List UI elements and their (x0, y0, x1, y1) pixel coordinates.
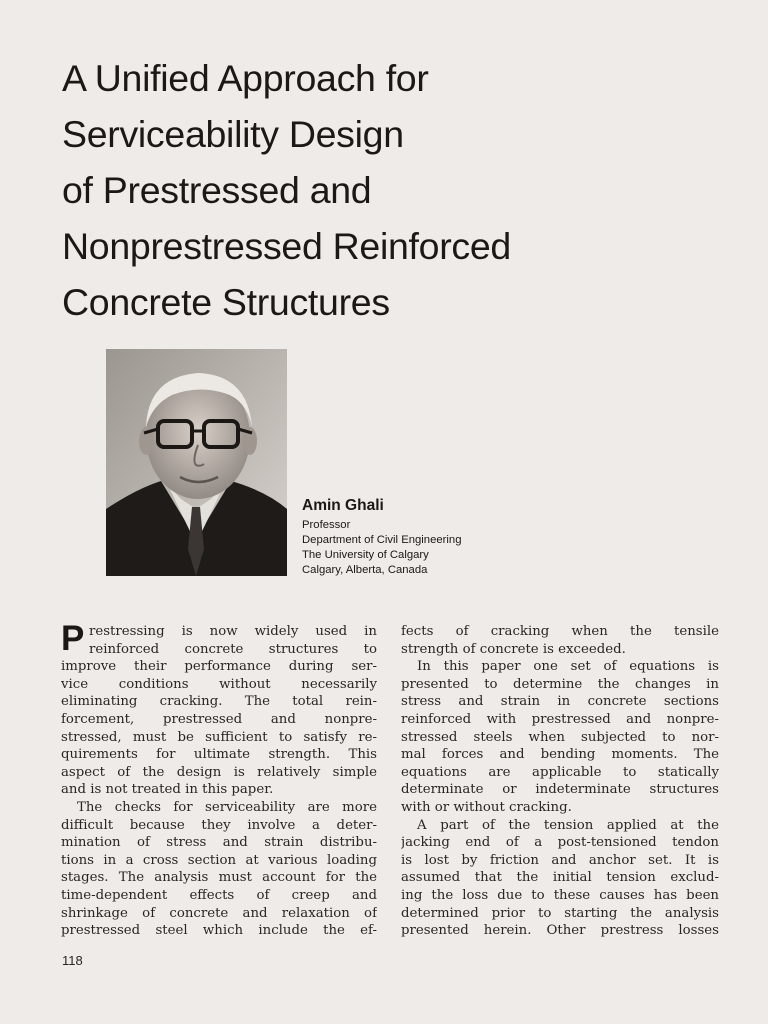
page-number: 118 (62, 953, 83, 968)
text-line: A part of the tension applied at the (417, 817, 719, 833)
title-line: Serviceability Design (62, 113, 404, 155)
text-line: reinforced concrete structures to (89, 641, 377, 657)
author-name: Amin Ghali (302, 497, 384, 514)
author-department: Department of Civil Engineering (302, 534, 462, 546)
text-line: mal forces and bending moments. The (401, 747, 719, 763)
text-line: forcement, prestressed and nonpre- (61, 711, 377, 727)
paper-title (62, 50, 742, 330)
text-line: determined prior to starting the analysis (401, 905, 719, 921)
text-line: aspect of the design is relatively simple (61, 764, 377, 780)
text-line: stages. The analysis must account for the (61, 870, 377, 886)
author-position: Professor (302, 519, 351, 531)
body-column-left (61, 619, 377, 940)
text-line: ing the loss due to these causes has been (401, 887, 719, 903)
author-location: Calgary, Alberta, Canada (302, 564, 428, 576)
text-line: strength of concrete is exceeded. (401, 641, 626, 657)
text-line: equations are applicable to statically (401, 764, 719, 780)
text-line: stress and strain in concrete sections (401, 694, 719, 710)
text-line: vice conditions without necessarily (61, 676, 377, 692)
drop-cap: P (61, 619, 85, 658)
text-line: improve their performance during ser- (61, 659, 377, 675)
text-line: stressed steels when subjected to nor- (401, 729, 719, 745)
text-line: and is not treated in this paper. (61, 782, 274, 798)
text-line: restressing is now widely used in (89, 624, 377, 639)
text-line: assumed that the initial tension exclud- (401, 870, 719, 886)
text-line: eliminating cracking. The total rein- (61, 694, 377, 710)
text-line: quirements for ultimate strength. This (61, 747, 377, 763)
body-column-right (401, 623, 719, 940)
text-line: mination of stress and strain distribu- (61, 835, 377, 851)
text-line: The checks for serviceability are more (77, 799, 377, 815)
title-line: A Unified Approach for (62, 57, 429, 99)
text-line: reinforced with prestressed and nonpre- (401, 711, 719, 727)
text-line: determinate or indeterminate structures (401, 782, 719, 798)
title-line: Nonprestressed Reinforced (62, 225, 511, 267)
text-line: tions in a cross section at various loading (61, 852, 377, 868)
text-line: jacking end of a post-tensioned tendon (401, 835, 719, 851)
text-line: is lost by friction and anchor set. It is (401, 852, 719, 868)
text-line: fects of cracking when the tensile (401, 624, 719, 639)
text-line: time-dependent effects of creep and (61, 887, 377, 903)
author-portrait (106, 349, 287, 576)
text-line: stressed, must be sufficient to satisfy re- (61, 729, 377, 745)
text-line: presented to determine the changes in (401, 676, 719, 692)
text-line: shrinkage of concrete and relaxation of (61, 905, 377, 921)
text-line: In this paper one set of equations is (417, 659, 719, 675)
author-block (302, 497, 462, 578)
text-line: presented herein. Other prestress losses (401, 923, 719, 939)
title-line: of Prestressed and (62, 169, 372, 211)
text-line: prestressed steel which include the ef- (61, 923, 377, 939)
author-university: The University of Calgary (302, 549, 429, 561)
text-line: difficult because they involve a deter- (61, 817, 377, 833)
title-line: Concrete Structures (62, 281, 390, 323)
text-line: with or without cracking. (401, 799, 572, 815)
